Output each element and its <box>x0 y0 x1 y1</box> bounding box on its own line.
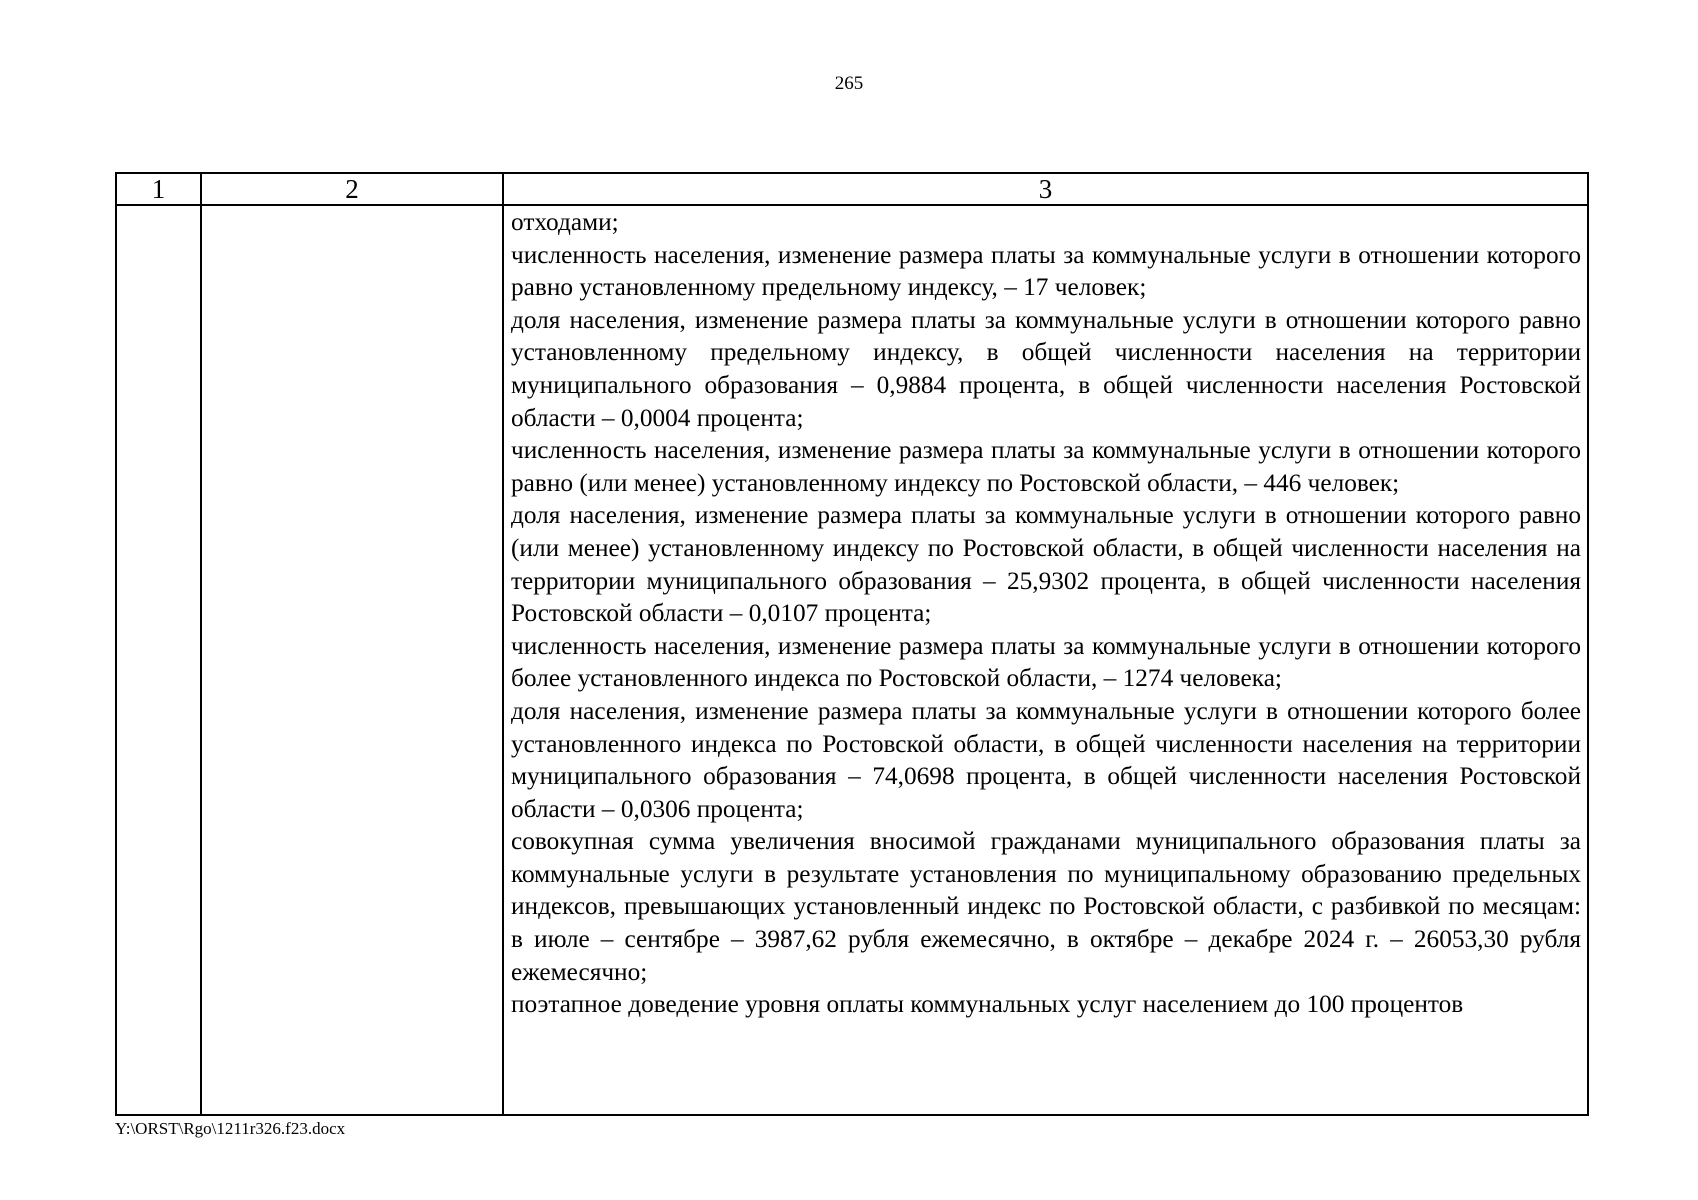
footer-file-path: Y:\ORST\Rgo\1211r326.f23.docx <box>115 1119 346 1138</box>
cell-column-1 <box>116 205 201 1115</box>
paragraph: совокупная сумма увеличения вносимой гражданами муниципального образования платы за коммунальные услуги в результате установления по муниципальному образованию предельных индексов, превышающих установленный индекс по Ростовской области, с разбивкой по месяцам: в июле – сентябре – 3987,62 рубля ежемесячно, в октябре – декабре 2024 г. – 26053,30 рубля ежемесячно; <box>511 827 1581 986</box>
cell-column-3 <box>503 205 1588 1115</box>
column-header-3: 3 <box>503 173 1588 205</box>
paragraph: численность населения, изменение размера платы за коммунальные услуги в отношении которого более установленного индекса по Ростовской области, – 1274 человека; <box>511 631 1581 693</box>
paragraph: численность населения, изменение размера платы за коммунальные услуги в отношении которого равно (или менее) установленному индексу по Ростовской области, – 446 человек; <box>511 436 1581 497</box>
table-row <box>116 205 1588 1115</box>
paragraph: доля населения, изменение размера платы за коммунальные услуги в отношении которого более установленного индекса по Ростовской области, в общей численности населения на территории муниципального образования – 74,0698 процента, в общей численности населения Ростовской области – 0,0306 процента; <box>511 696 1581 823</box>
paragraph: отходами; <box>511 208 619 236</box>
column-header-1: 1 <box>116 173 201 205</box>
cell-column-2 <box>201 205 503 1115</box>
page-number: 265 <box>834 73 864 94</box>
document-table <box>115 172 1589 1116</box>
paragraph: доля населения, изменение размера платы за коммунальные услуги в отношении которого равно (или менее) установленному индексу по Ростовской области, в общей численности населения на территории муниципального образования – 25,9302 процента, в общей численности населения Ростовской области – 0,0107 процента; <box>511 501 1581 628</box>
table-header-row <box>116 173 1588 205</box>
paragraph: доля населения, изменение размера платы за коммунальные услуги в отношении которого равно установленному предельному индексу, в общей численности населения на территории муниципального образования – 0,9884 процента, в общей численности населения Ростовской области – 0,0004 процента; <box>511 305 1581 432</box>
paragraph: поэтапное доведение уровня оплаты коммунальных услуг населением до 100 процентов <box>511 990 1464 1019</box>
paragraph: численность населения, изменение размера платы за коммунальные услуги в отношении которого равно установленному предельному индексу, – 17 человек; <box>511 240 1581 302</box>
column-header-2: 2 <box>201 173 503 205</box>
